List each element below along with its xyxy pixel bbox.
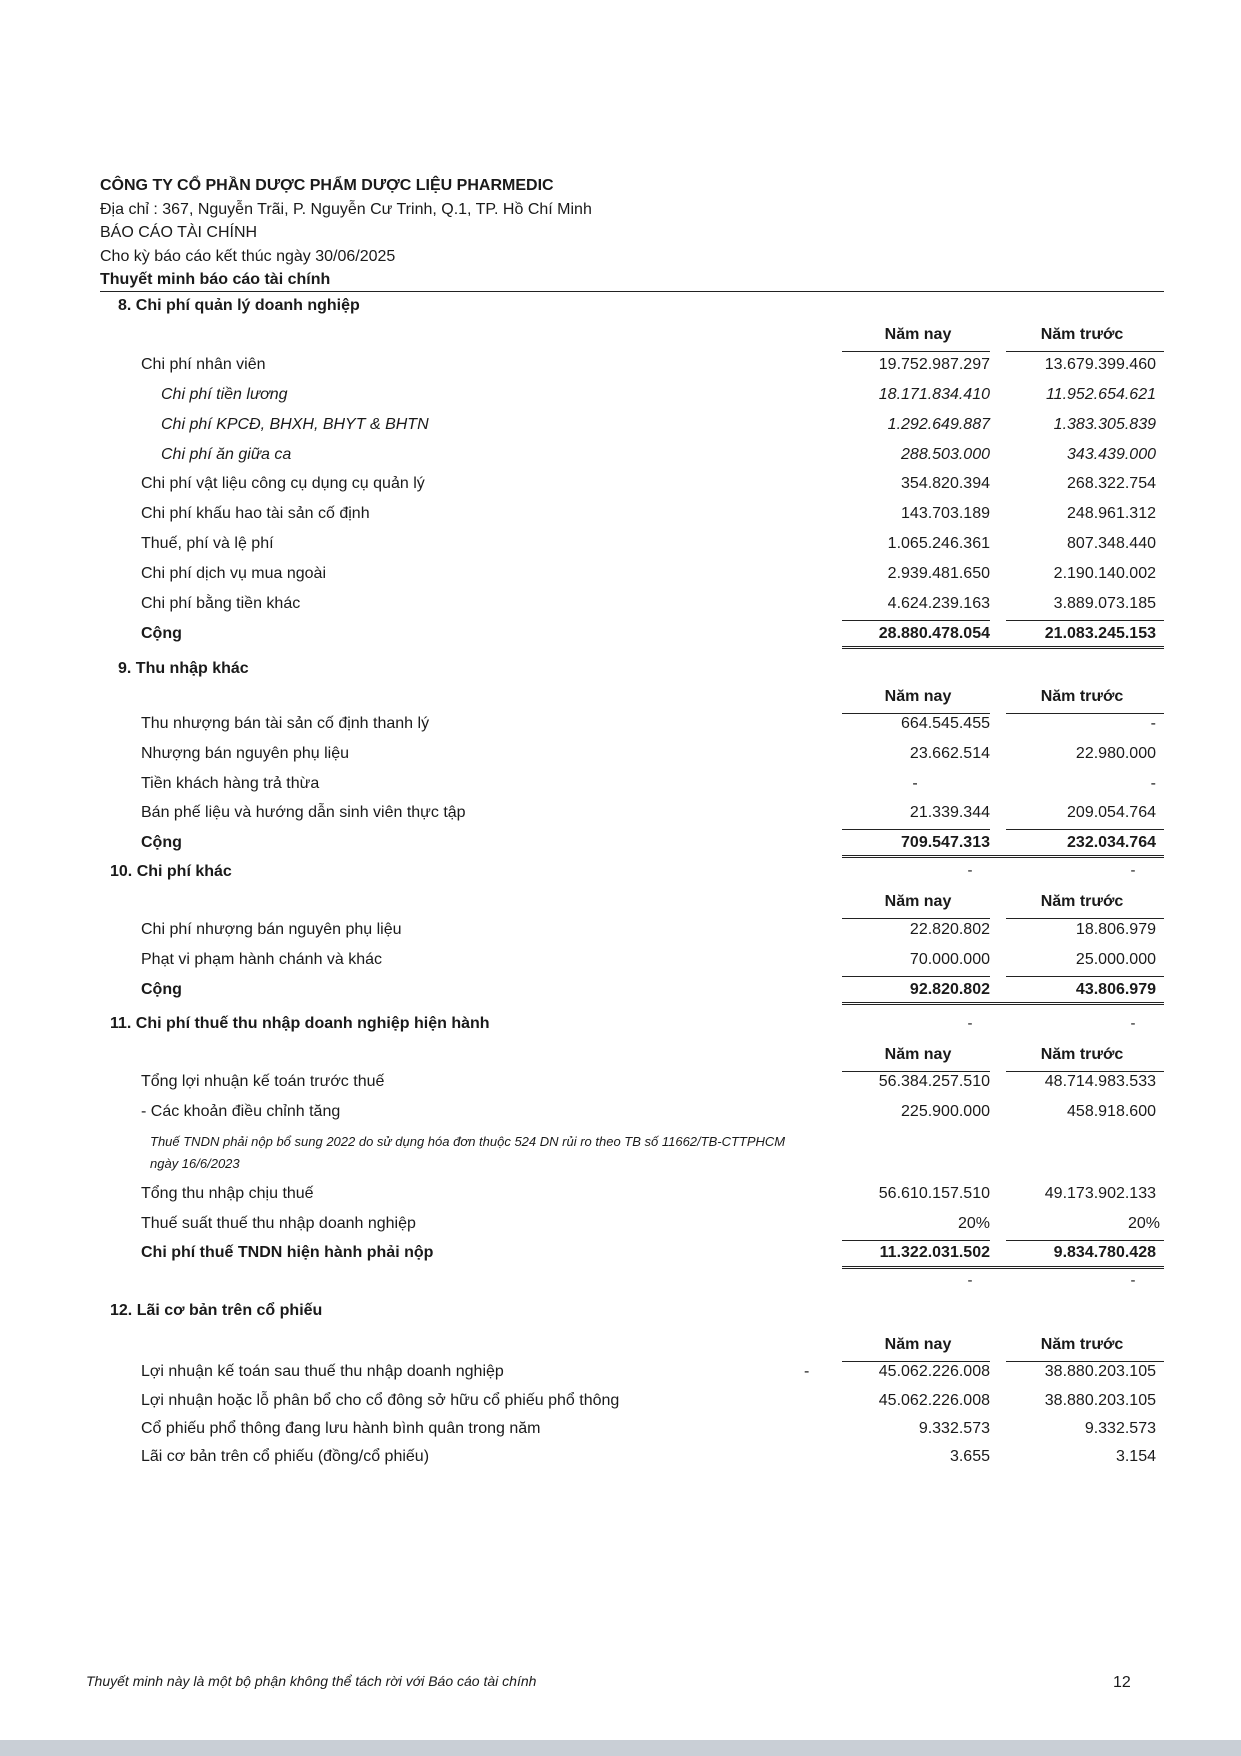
row-value-previous: - (1150, 715, 1156, 732)
row-value-current: 70.000.000 (909, 951, 990, 968)
row-value-previous: 13.679.399.460 (1044, 356, 1156, 373)
table-row (0, 804, 1241, 828)
row-label: Chi phí khấu hao tài sản cố định (141, 505, 370, 522)
table-row (0, 535, 1241, 559)
table-row (0, 1185, 1241, 1209)
row-value-previous: 18.806.979 (1075, 921, 1156, 938)
table-row (0, 386, 1241, 410)
column-current: Năm nay (884, 1336, 952, 1353)
section-12-title: 12. Lãi cơ bản trên cổ phiếu (110, 1302, 323, 1319)
column-current: Năm nay (884, 688, 952, 705)
dash-mark: - (967, 1015, 973, 1032)
total-value-current: 92.820.802 (909, 981, 990, 998)
row-label: Chi phí dịch vụ mua ngoài (141, 565, 326, 582)
row-value-previous: 807.348.440 (1067, 535, 1156, 552)
row-label: Tổng thu nhập chịu thuế (141, 1185, 314, 1202)
column-previous: Năm trước (1040, 688, 1124, 705)
section-9-title: 9. Thu nhập khác (118, 660, 249, 677)
row-value-current: 1.065.246.361 (887, 535, 990, 552)
total-value-previous: 9.834.780.428 (1053, 1244, 1156, 1261)
row-value-current: 3.655 (949, 1448, 990, 1465)
row-label: Chi phí nhân viên (141, 356, 266, 373)
column-previous: Năm trước (1040, 893, 1124, 910)
total-value-current: 709.547.313 (901, 834, 990, 851)
row-value-previous: 25.000.000 (1075, 951, 1156, 968)
report-subtitle: Thuyết minh báo cáo tài chính (100, 271, 331, 288)
table-row (0, 565, 1241, 589)
dash-mark: - (1130, 1015, 1136, 1032)
row-label: Cổ phiếu phổ thông đang lưu hành bình quân trong năm (141, 1420, 541, 1437)
row-value-current: 9.332.573 (918, 1420, 990, 1437)
row-value-previous: 3.889.073.185 (1053, 595, 1156, 612)
row-value-previous: 458.918.600 (1067, 1103, 1156, 1120)
row-label: Chi phí tiền lương (161, 386, 288, 403)
row-value-current: 354.820.394 (901, 475, 990, 492)
page-number: 12 (1113, 1674, 1131, 1691)
total-value-current: 11.322.031.502 (879, 1244, 990, 1261)
row-value-current: 22.820.802 (909, 921, 990, 938)
company-address: Địa chỉ : 367, Nguyễn Trãi, P. Nguyễn Cư Trinh, Q.1, TP. Hồ Chí Minh (100, 200, 592, 218)
row-value-current: 18.171.834.410 (878, 386, 990, 403)
footer-note: Thuyết minh này là một bộ phận không thể tách rời với Báo cáo tài chính (86, 1673, 537, 1689)
row-label: Phạt vi phạm hành chánh và khác (141, 951, 383, 968)
section-12-column-headers (0, 1336, 1241, 1366)
total-value-current: 28.880.478.054 (878, 625, 990, 642)
row-value-previous: 11.952.654.621 (1045, 386, 1156, 403)
row-value-previous: 22.980.000 (1075, 745, 1156, 762)
row-value-current: 56.610.157.510 (878, 1185, 990, 1202)
row-value-previous: 248.961.312 (1067, 505, 1156, 522)
report-title: BÁO CÁO TÀI CHÍNH (100, 224, 258, 241)
dash-mark: - (1130, 1272, 1136, 1289)
row-value-current: 143.703.189 (901, 505, 990, 522)
total-value-previous: 43.806.979 (1075, 981, 1156, 998)
row-value-current: 4.624.239.163 (887, 595, 990, 612)
section-10-title: 10. Chi phí khác (110, 863, 232, 880)
table-row (0, 951, 1241, 975)
row-value-current: 45.062.226.008 (878, 1363, 990, 1380)
row-label: Bán phế liệu và hướng dẫn sinh viên thực tập (141, 804, 466, 821)
total-value-previous: 21.083.245.153 (1044, 625, 1156, 642)
row-value-previous: - (1150, 775, 1156, 792)
table-row (0, 1073, 1241, 1097)
row-label: Lợi nhuận kế toán sau thuế thu nhập doanh nghiệp (141, 1363, 504, 1380)
row-label: Lợi nhuận hoặc lỗ phân bổ cho cổ đông sở hữu cổ phiếu phổ thông (141, 1392, 620, 1409)
row-value-previous: 209.054.764 (1067, 804, 1156, 821)
table-row (0, 715, 1241, 739)
row-label: Lãi cơ bản trên cổ phiếu (đồng/cổ phiếu) (141, 1448, 430, 1465)
section-11-title: 11. Chi phí thuế thu nhập doanh nghiệp hiện hành (110, 1015, 490, 1032)
row-value-previous: 268.322.754 (1067, 475, 1156, 492)
row-value-previous: 38.880.203.105 (1044, 1392, 1156, 1409)
document-header (100, 174, 592, 292)
row-value-previous: 48.714.983.533 (1044, 1073, 1156, 1090)
section-11-column-headers (0, 1046, 1241, 1076)
row-label: Thuế, phí và lệ phí (141, 535, 274, 552)
row-label: Chi phí KPCĐ, BHXH, BHYT & BHTN (161, 416, 429, 433)
table-row (0, 1420, 1241, 1444)
row-value-previous: 2.190.140.002 (1053, 565, 1156, 582)
table-row (0, 475, 1241, 499)
row-value-previous: 38.880.203.105 (1044, 1363, 1156, 1380)
row-label: Chi phí vật liệu công cụ dụng cụ quản lý (141, 475, 425, 492)
header-divider (100, 291, 1164, 292)
report-period: Cho kỳ báo cáo kết thúc ngày 30/06/2025 (100, 247, 396, 265)
section-9-column-headers (0, 688, 1241, 718)
total-label: Chi phí thuế TNDN hiện hành phải nộp (141, 1244, 434, 1261)
table-row (0, 1103, 1241, 1127)
dash-mark: - (1130, 862, 1136, 879)
section-8-title: 8. Chi phí quản lý doanh nghiệp (118, 297, 360, 314)
table-row (0, 1392, 1241, 1416)
row-value-previous: 20% (1127, 1215, 1160, 1232)
total-label: Cộng (141, 625, 182, 642)
dash-mark: - (967, 862, 973, 879)
row-value-previous: 343.439.000 (1067, 446, 1156, 463)
table-row (0, 1215, 1241, 1239)
row-label: Chi phí nhượng bán nguyên phụ liệu (141, 921, 402, 938)
row-label: - Các khoản điều chỉnh tăng (141, 1103, 341, 1120)
table-row (0, 921, 1241, 945)
row-value-current: 2.939.481.650 (887, 565, 990, 582)
dash-mark: - (967, 1272, 973, 1289)
row-value-previous: 49.173.902.133 (1044, 1185, 1156, 1202)
table-row (0, 595, 1241, 619)
row-value-current: 20% (957, 1215, 990, 1232)
table-row (0, 505, 1241, 529)
table-row (0, 446, 1241, 470)
row-label: Tổng lợi nhuận kế toán trước thuế (141, 1073, 385, 1090)
row-value-current: 1.292.649.887 (887, 416, 990, 433)
row-label: Chi phí ăn giữa ca (161, 446, 292, 463)
dash-mark: - (804, 1363, 810, 1380)
row-value-previous: 1.383.305.839 (1053, 416, 1156, 433)
row-value-current: 19.752.987.297 (878, 356, 990, 373)
row-value-current: 664.545.455 (901, 715, 990, 732)
column-previous: Năm trước (1040, 1336, 1124, 1353)
row-value-current: 23.662.514 (909, 745, 990, 762)
table-row (0, 745, 1241, 769)
row-label: Chi phí bằng tiền khác (141, 595, 301, 612)
section-8-column-headers (0, 326, 1241, 356)
tax-note: Thuế TNDN phải nộp bổ sung 2022 do sử dụng hóa đơn thuộc 524 DN rủi ro theo TB số 11662/TB-CTTPHCM ngày 16/6/2023 (150, 1134, 786, 1171)
table-row (0, 356, 1241, 380)
row-value-current: - (912, 775, 918, 792)
company-name: CÔNG TY CỔ PHẦN DƯỢC PHẨM DƯỢC LIỆU PHARMEDIC (100, 177, 554, 194)
column-current: Năm nay (884, 1046, 952, 1063)
column-current: Năm nay (884, 893, 952, 910)
table-row (0, 775, 1241, 799)
table-row (0, 416, 1241, 440)
row-value-previous: 3.154 (1115, 1448, 1156, 1465)
scan-edge (0, 1740, 1241, 1756)
total-label: Cộng (141, 981, 182, 998)
row-value-current: 21.339.344 (909, 804, 990, 821)
row-value-current: 288.503.000 (901, 446, 990, 463)
table-row (0, 1363, 1241, 1387)
column-current: Năm nay (884, 326, 952, 343)
row-value-current: 45.062.226.008 (878, 1392, 990, 1409)
row-label: Thuế suất thuế thu nhập doanh nghiệp (141, 1215, 416, 1232)
column-previous: Năm trước (1040, 326, 1124, 343)
total-label: Cộng (141, 834, 182, 851)
total-row (0, 1244, 1241, 1268)
row-label: Thu nhượng bán tài sản cố định thanh lý (141, 715, 430, 732)
row-value-current: 225.900.000 (901, 1103, 990, 1120)
column-previous: Năm trước (1040, 1046, 1124, 1063)
row-label: Nhượng bán nguyên phụ liệu (141, 745, 350, 762)
row-value-previous: 9.332.573 (1084, 1420, 1156, 1437)
row-label: Tiền khách hàng trả thừa (141, 775, 320, 792)
total-value-previous: 232.034.764 (1067, 834, 1156, 851)
row-value-current: 56.384.257.510 (878, 1073, 990, 1090)
section-10-column-headers (0, 893, 1241, 923)
table-row (0, 1448, 1241, 1472)
